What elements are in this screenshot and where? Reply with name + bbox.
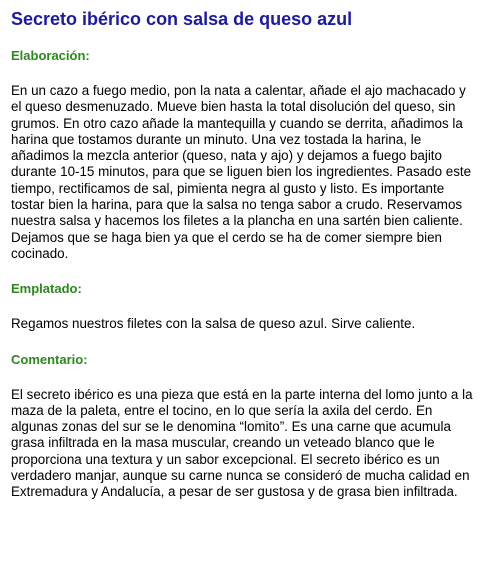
section-heading-emplatado: Emplatado: (11, 281, 82, 297)
section-text-emplatado: Regamos nuestros filetes con la salsa de queso azul. Sirve caliente. (11, 316, 416, 332)
section-emplatado (11, 281, 478, 332)
section-text-elaboracion: En un cazo a fuego medio, pon la nata a calentar, añade el ajo machacado y el queso desmenuzado. Mueve bien hasta la total disolución del queso, sin grumos. En otro cazo añade la mantequilla y cuando se derrita, añadimos la harina que tostamos durante un minuto. Una vez tostada la harina, le añadimos la mezcla anterior (queso, nata y ajo) y dejamos a fuego bajito durante 10-15 minutos, para que se liguen bien los ingredientes. Pasado este tiempo, rectificamos de sal, pimienta negra al gusto y listo. Es importante tostar bien la harina, para que la salsa no tenga sabor a crudo. Reservamos nuestra salsa y hacemos los filetes a la plancha en una sartén bien caliente. Dejamos que se haga bien ya que el cerdo se ha de comer siempre bien cocinado. (11, 83, 472, 261)
section-heading-comentario: Comentario: (11, 351, 88, 367)
section-text-comentario: El secreto ibérico es una pieza que está en la parte interna del lomo junto a la maza de la paleta, entre el tocino, en lo que sería la axila del cerdo. En algunas zonas del sur se le denomina “lomito”. Es una carne que acumula grasa infiltrada en la masa muscular, creando un veteado blanco que le proporciona una textura y un sabor excepcional. El secreto ibérico es un verdadero manjar, aunque su carne nunca se consideró de mucha calidad en Extremadura y Andalucía, a pesar de ser gustosa y de grasa bien infiltrada. (11, 386, 473, 500)
recipe-title: Secreto ibérico con salsa de queso azul (11, 9, 353, 29)
section-elaboracion (11, 48, 478, 262)
section-heading-elaboracion: Elaboración: (11, 48, 90, 63)
section-comentario (11, 352, 478, 501)
